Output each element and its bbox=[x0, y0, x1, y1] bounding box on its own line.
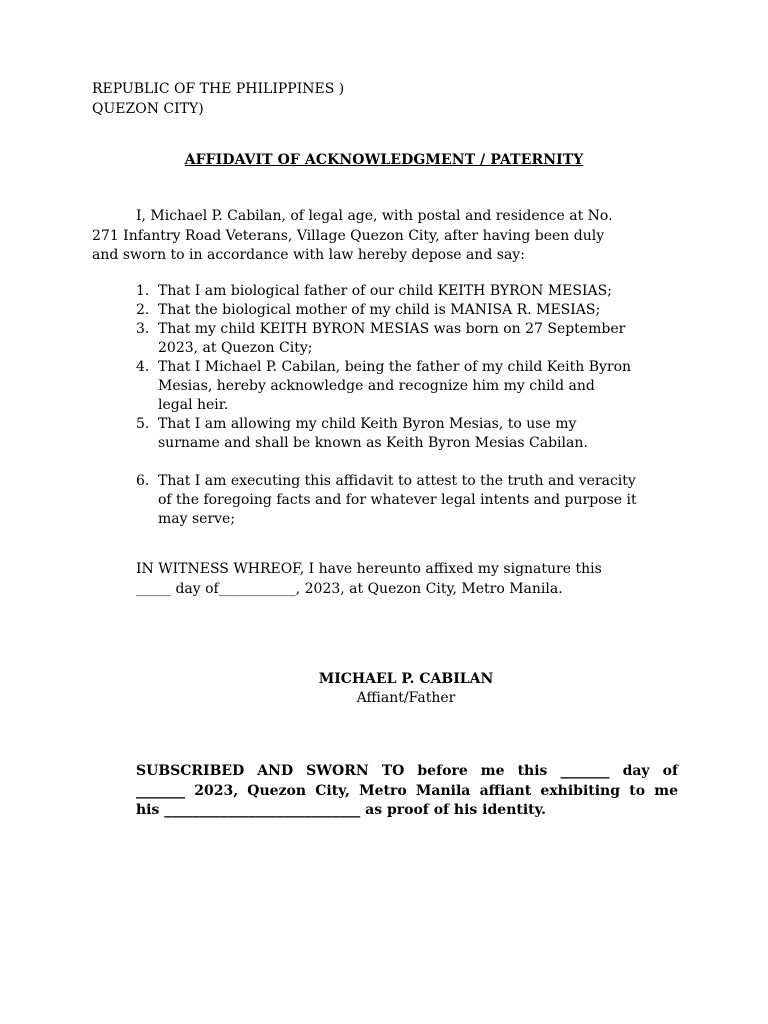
clause-line: That my child KEITH BYRON MESIAS was born on 27 September bbox=[158, 321, 626, 337]
clause-line: legal heir. bbox=[158, 397, 229, 413]
clause-line: That I am allowing my child Keith Byron Mesias, to use my bbox=[158, 416, 577, 432]
clause-line: surname and shall be known as Keith Byron Mesias Cabilan. bbox=[158, 435, 588, 451]
clause-line: Mesias, hereby acknowledge and recognize him my child and bbox=[158, 378, 595, 394]
venue-block bbox=[92, 79, 344, 119]
clause-number: 4. bbox=[136, 359, 150, 375]
venue-country: REPUBLIC OF THE PHILIPPINES ) bbox=[92, 81, 345, 97]
intro-line: and sworn to in accordance with law hereby depose and say: bbox=[92, 247, 525, 263]
clause-line: may serve; bbox=[158, 511, 236, 527]
jurat-line: _______ 2023, Quezon City, Metro Manila affiant exhibiting to me bbox=[136, 782, 678, 799]
witness-paragraph bbox=[136, 559, 602, 599]
venue-city: QUEZON CITY) bbox=[92, 101, 204, 117]
signature-block bbox=[0, 670, 768, 708]
intro-line: I, Michael P. Cabilan, of legal age, with postal and residence at No. bbox=[136, 208, 613, 224]
jurat-line: SUBSCRIBED AND SWORN TO before me this _______ day of bbox=[136, 763, 678, 779]
clause-line: 2023, at Quezon City; bbox=[158, 340, 313, 356]
clause-line: That I am executing this affidavit to attest to the truth and veracity bbox=[158, 473, 636, 489]
clause-number: 2. bbox=[136, 302, 150, 318]
clause-line: That I am biological father of our child KEITH BYRON MESIAS; bbox=[158, 283, 612, 299]
clause-line: of the foregoing facts and for whatever legal intents and purpose it bbox=[158, 492, 637, 508]
jurat-paragraph bbox=[136, 762, 678, 821]
intro-line: 271 Infantry Road Veterans, Village Quezon City, after having been duly bbox=[92, 227, 605, 244]
clause-number: 5. bbox=[136, 416, 150, 432]
witness-line: IN WITNESS WHREOF, I have hereunto affixed my signature this bbox=[136, 561, 602, 577]
clause-item bbox=[136, 320, 696, 358]
clause-item bbox=[136, 301, 696, 320]
clause-item bbox=[136, 415, 696, 453]
jurat-line: his ____________________________ as proof of his identity. bbox=[136, 802, 547, 818]
affiant-name: MICHAEL P. CABILAN bbox=[318, 671, 494, 687]
clause-number: 1. bbox=[136, 283, 150, 299]
clause-item bbox=[136, 358, 696, 415]
clause-number: 3. bbox=[136, 321, 150, 337]
document-title: AFFIDAVIT OF ACKNOWLEDGMENT / PATERNITY bbox=[184, 152, 584, 168]
clause-line: That I Michael P. Cabilan, being the father of my child Keith Byron bbox=[158, 359, 632, 375]
affiant-role: Affiant/Father bbox=[356, 690, 456, 706]
clause-number: 6. bbox=[136, 473, 150, 489]
witness-line: _____ day of___________, 2023, at Quezon City, Metro Manila. bbox=[136, 581, 563, 597]
intro-paragraph bbox=[92, 207, 682, 266]
clause-item bbox=[136, 472, 696, 529]
clause-item bbox=[136, 282, 696, 301]
clause-list bbox=[136, 282, 696, 529]
clause-line: That the biological mother of my child is MANISA R. MESIAS; bbox=[158, 302, 601, 318]
